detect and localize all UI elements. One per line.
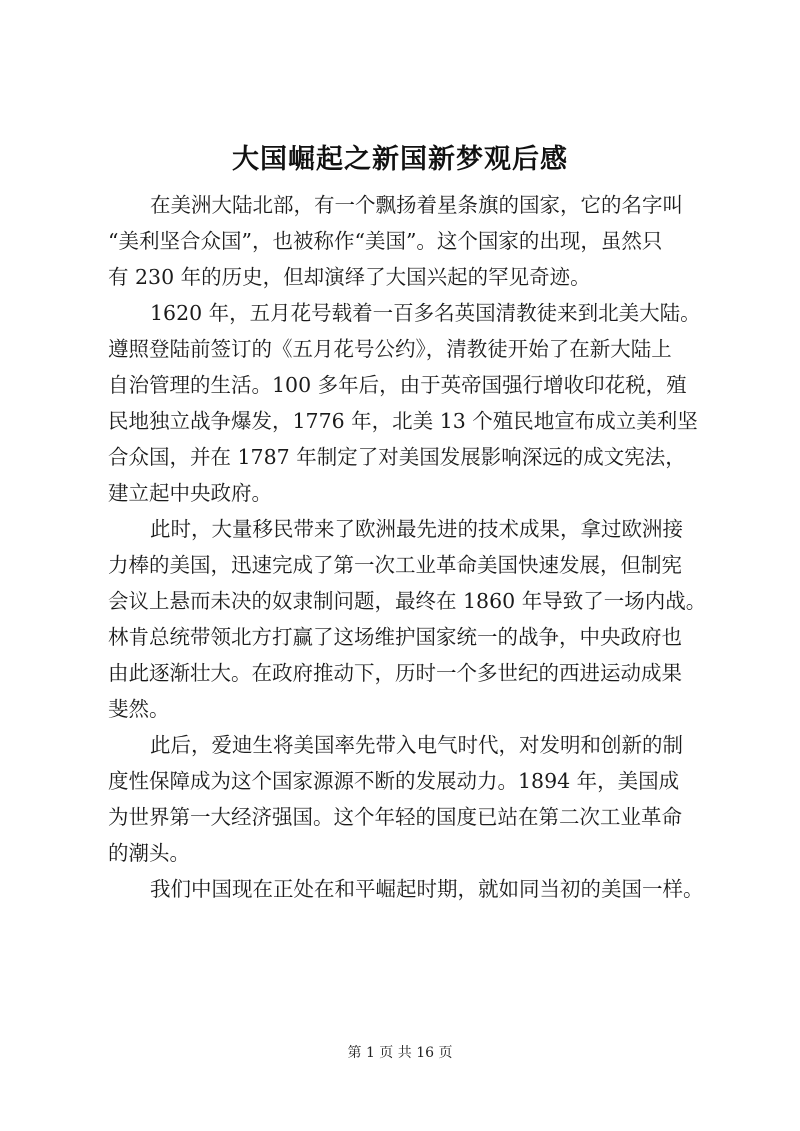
text-line: 遵照登陆前签订的《五月花号公约》，清教徒开始了在新大陆上 (108, 337, 672, 361)
text-line: 的潮头。 (108, 841, 190, 865)
text-line: 为世界第一大经济强国。这个年轻的国度已站在第二次工业革命 (108, 805, 682, 829)
paragraph (108, 871, 708, 907)
text-line: 由此逐渐壮大。在政府推动下，历时一个多世纪的西进运动成果 (108, 661, 682, 685)
text-line: 合众国，并在 1787 年制定了对美国发展影响深远的成文宪法， (108, 445, 686, 469)
document-title: 大国崛起之新国新梦观后感 (232, 144, 568, 175)
text-line: 1620 年，五月花号载着一百多名英国清教徒来到北美大陆。 (150, 301, 701, 325)
text-line: 会议上悬而未决的奴隶制问题，最终在 1860 年导致了一场内战。 (108, 589, 707, 613)
text-line: 度性保障成为这个国家源源不断的发展动力。1894 年，美国成 (108, 769, 680, 793)
text-line: 自治管理的生活。100 多年后，由于英帝国强行增收印花税，殖 (108, 373, 687, 397)
text-line: 在美洲大陆北部，有一个飘扬着星条旗的国家，它的名字叫 (150, 193, 683, 217)
text-line: 斐然。 (108, 697, 170, 721)
text-line: 有 230 年的历史，但却演绎了大国兴起的罕见奇迹。 (108, 265, 591, 289)
text-line: 民地独立战争爆发，1776 年，北美 13 个殖民地宣布成立美利坚 (108, 409, 698, 433)
paragraph (108, 295, 708, 511)
text-line: 此时，大量移民带来了欧洲最先进的技术成果，拿过欧洲接 (150, 517, 683, 541)
text-line: 力棒的美国，迅速完成了第一次工业革命美国快速发展，但制宪 (108, 553, 682, 577)
text-line: 林肯总统带领北方打赢了这场维护国家统一的战争，中央政府也 (108, 625, 682, 649)
text-line: 我们中国现在正处在和平崛起时期，就如同当初的美国一样。 (150, 877, 704, 901)
paragraph (108, 727, 708, 871)
text-line: “美利坚合众国”，也被称作“美国”。这个国家的出现，虽然只 (108, 229, 663, 253)
page-footer: 第 1 页 共 16 页 (347, 1045, 453, 1061)
paragraph (108, 511, 708, 727)
text-line: 此后，爱迪生将美国率先带入电气时代，对发明和创新的制 (150, 733, 683, 757)
paragraph (108, 187, 708, 295)
document-body (108, 187, 708, 907)
text-line: 建立起中央政府。 (108, 481, 272, 505)
